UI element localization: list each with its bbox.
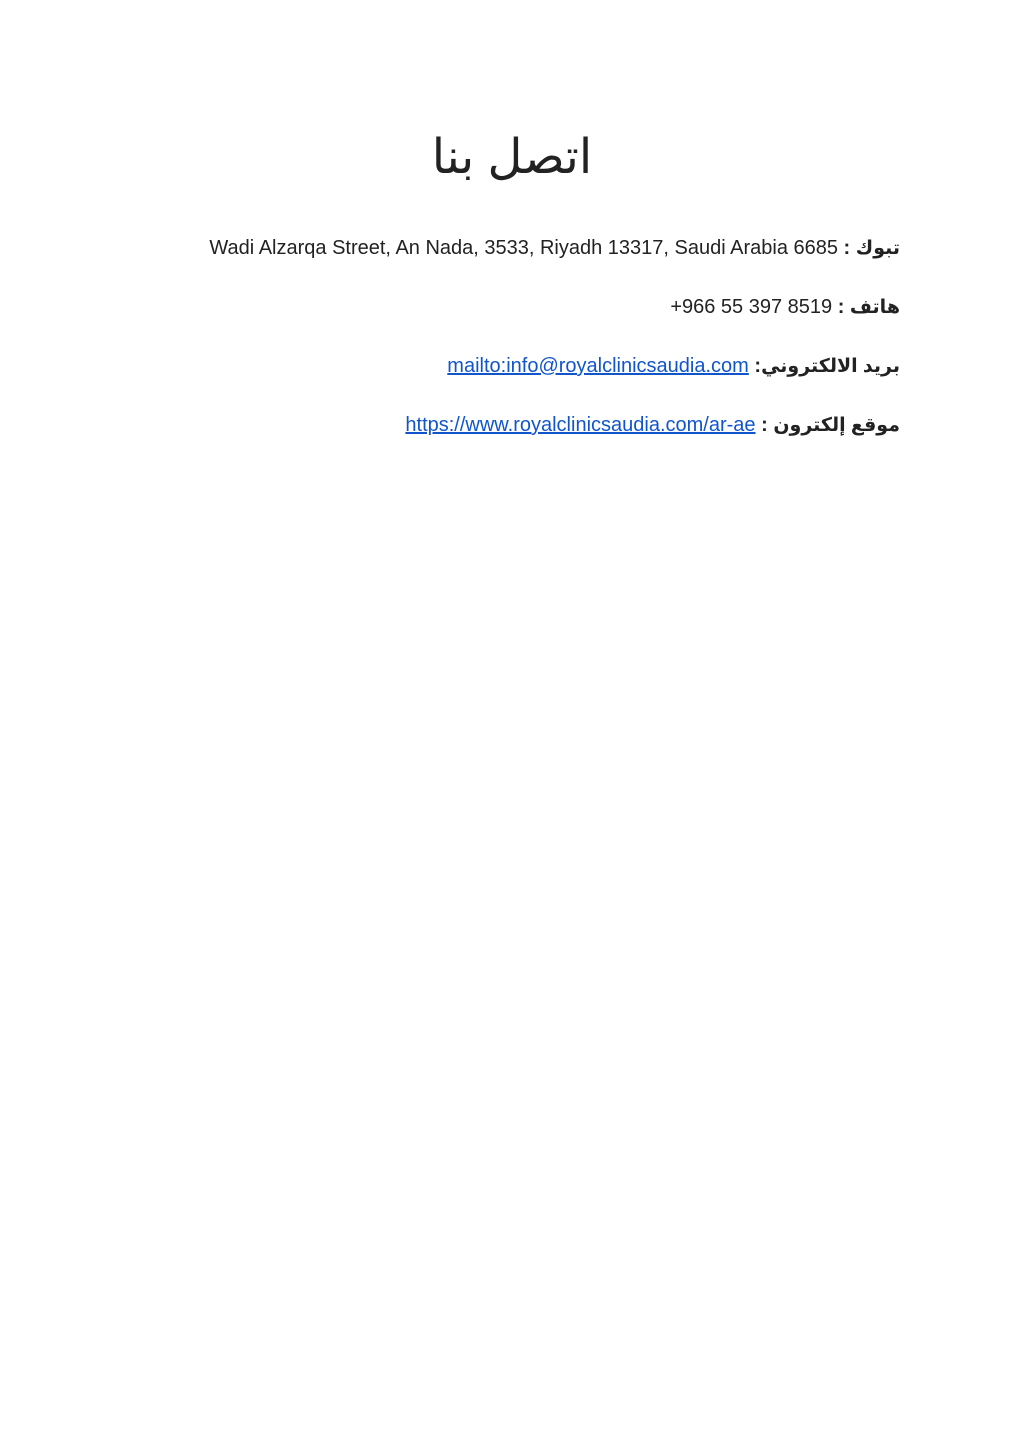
email-row: [447, 352, 900, 381]
email-label: بريد الالكتروني: [761, 356, 900, 377]
address-separator: :: [838, 237, 856, 259]
email-separator: :: [748, 355, 762, 377]
website-label: موقع إلكترون: [773, 415, 900, 436]
website-separator: :: [755, 414, 774, 436]
address-value: Wadi Alzarqa Street, An Nada, 3533, Riyadh 13317, Saudi Arabia 6685: [209, 237, 838, 259]
page-title: اتصل بنا: [431, 131, 593, 184]
phone-row: [670, 293, 900, 322]
address-label: تبوك: [855, 238, 900, 259]
email-link[interactable]: mailto:info@royalclinicsaudia.com: [447, 355, 749, 377]
phone-separator: :: [832, 296, 850, 318]
website-link[interactable]: https://www.royalclinicsaudia.com/ar-ae: [405, 414, 756, 436]
website-row: [405, 411, 900, 440]
address-row: [209, 234, 900, 263]
phone-value: +966 55 397 8519: [670, 296, 833, 318]
phone-label: هاتف: [849, 297, 900, 318]
